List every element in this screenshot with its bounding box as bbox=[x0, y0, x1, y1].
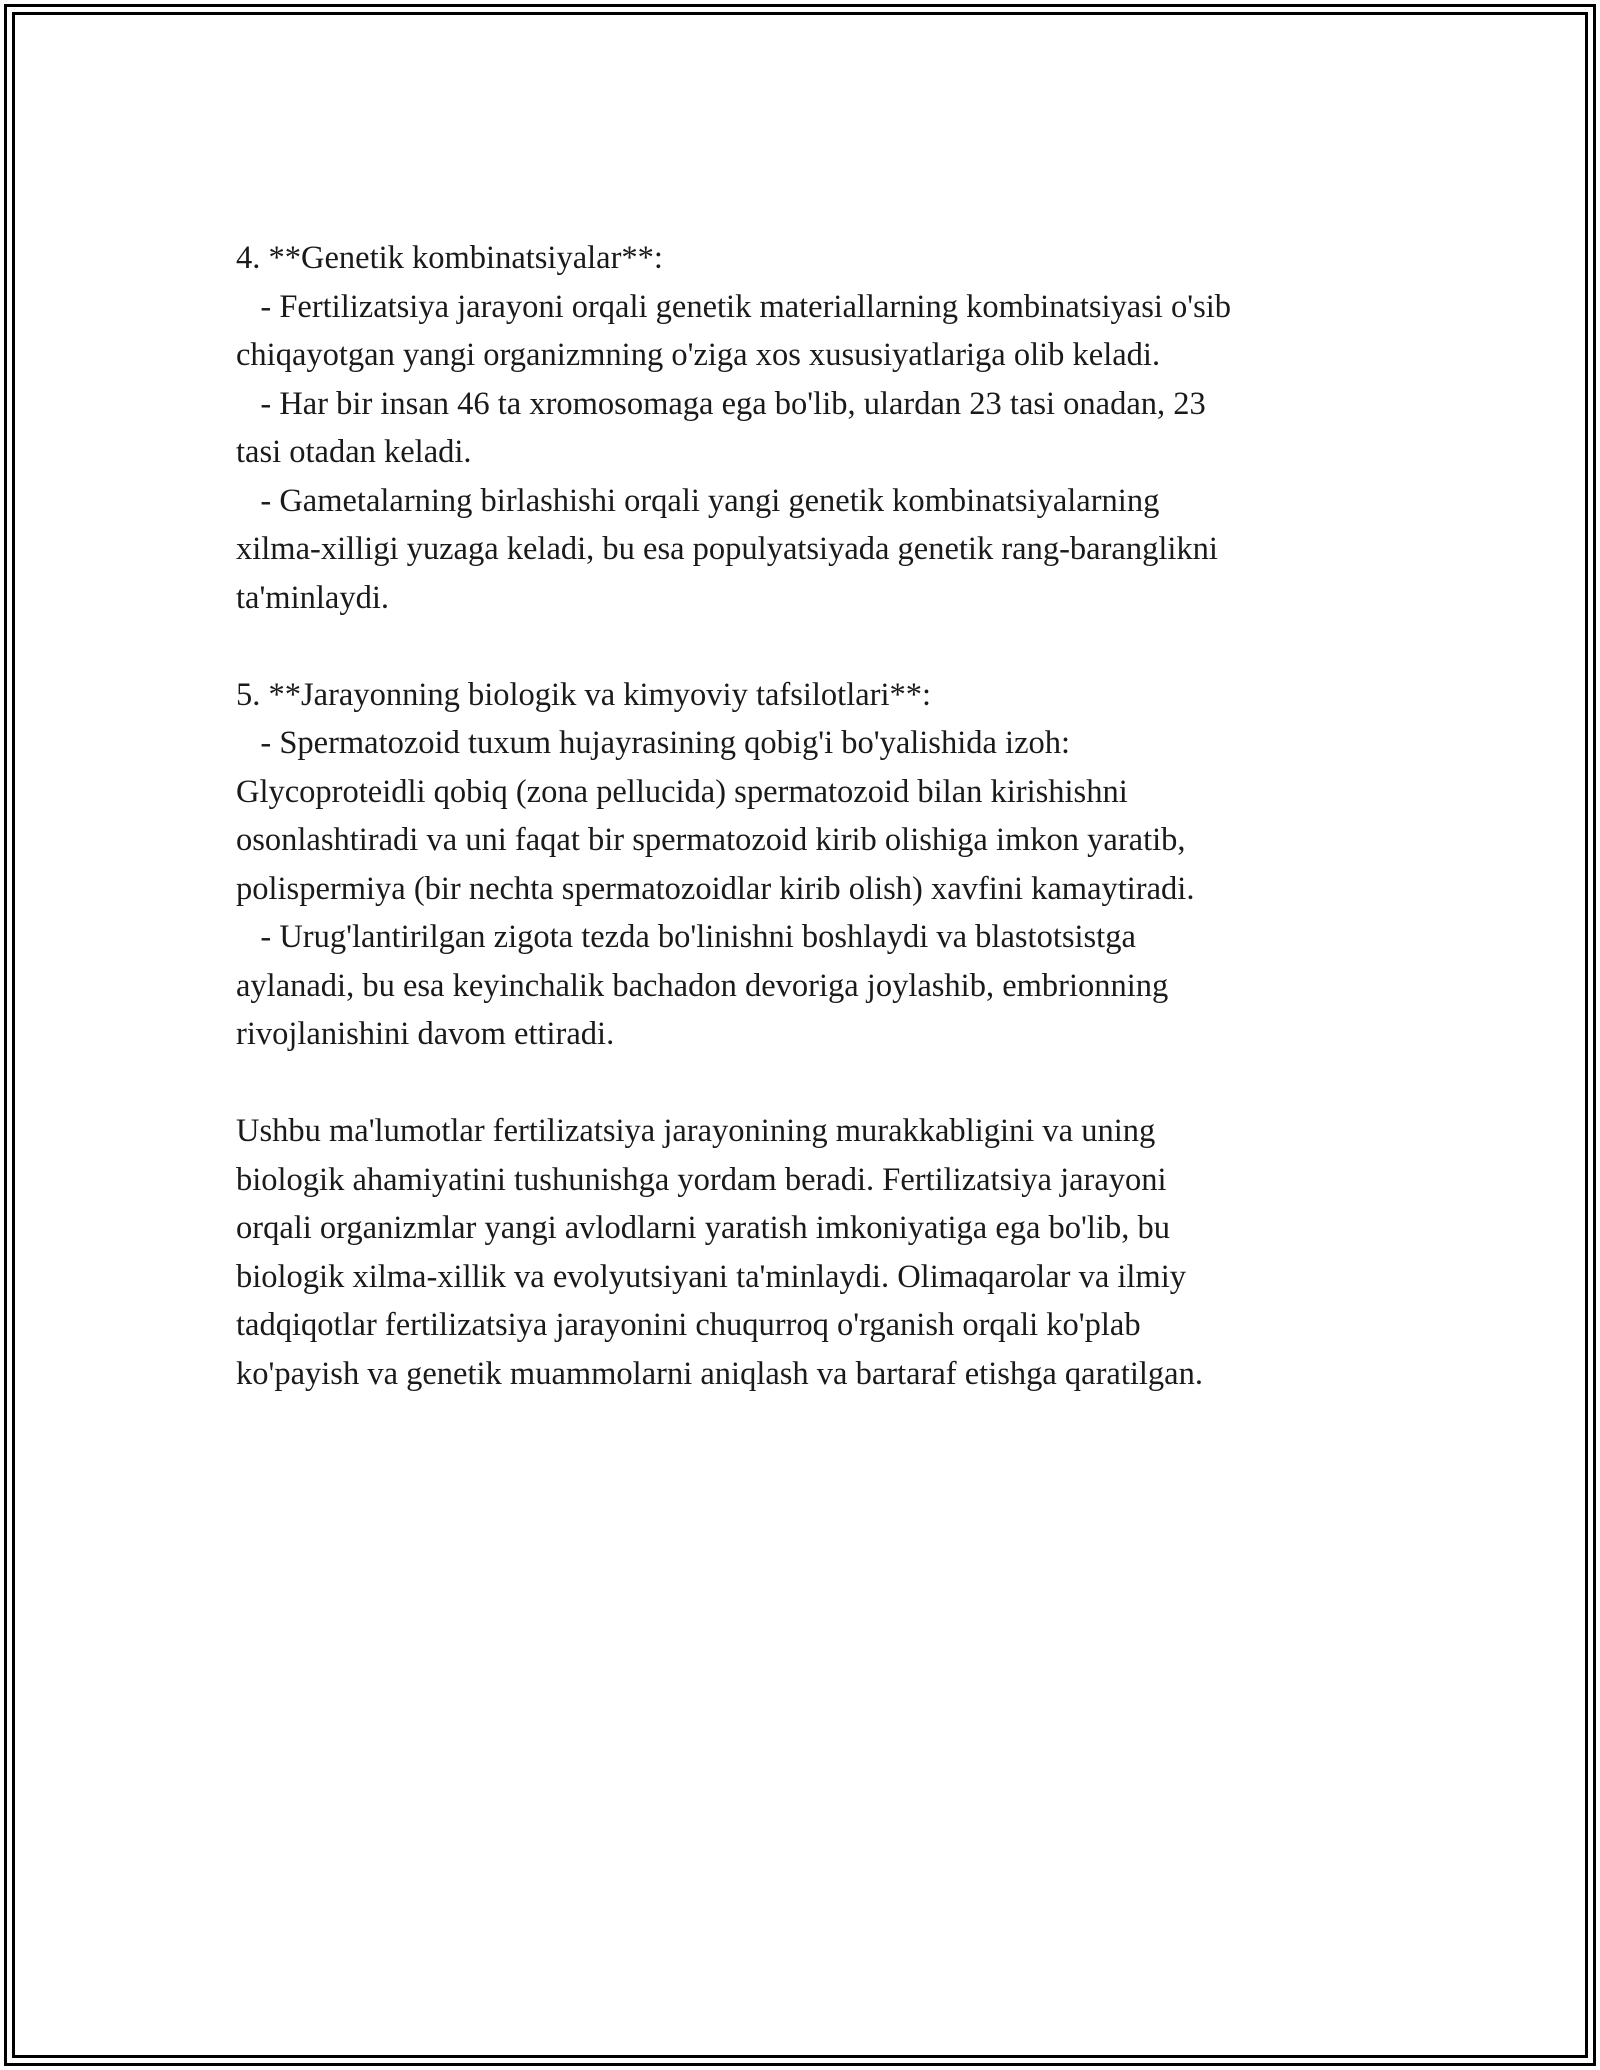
text-line: ta'minlaydi. bbox=[236, 579, 389, 616]
text-line: Glycoproteidli qobiq (zona pellucida) spermatozoid bilan kirishishni bbox=[236, 773, 1128, 810]
section-biological-details bbox=[236, 671, 1396, 1059]
section-heading: 4. **Genetik kombinatsiyalar**: bbox=[236, 240, 663, 276]
paragraph-spacer bbox=[236, 1059, 1396, 1108]
section-heading: 5. **Jarayonning biologik va kimyoviy tafsilotlari**: bbox=[236, 676, 932, 713]
text-line: tasi otadan keladi. bbox=[236, 434, 472, 470]
text-line: aylanadi, bu esa keyinchalik bachadon devoriga joylashib, embrionning bbox=[236, 967, 1169, 1004]
text-line: xilma-xilligi yuzaga keladi, bu esa populyatsiyada genetik rang-baranglikni bbox=[236, 531, 1218, 567]
text-line: biologik xilma-xillik va evolyutsiyani ta'minlaydi. Olimaqarolar va ilmiy bbox=[236, 1258, 1186, 1295]
text-line: - Har bir insan 46 ta xromosomaga ega bo'lib, ulardan 23 tasi onadan, 23 bbox=[236, 385, 1206, 422]
text-line: chiqayotgan yangi organizmning o'ziga xos xususiyatlariga olib keladi. bbox=[236, 337, 1161, 373]
text-line: polispermiya (bir nechta spermatozoidlar kirib olish) xavfini kamaytiradi. bbox=[236, 870, 1195, 907]
section-genetic-combinations bbox=[236, 234, 1396, 622]
text-line: - Gametalarning birlashishi orqali yangi genetik kombinatsiyalarning bbox=[236, 482, 1160, 519]
conclusion-paragraph bbox=[236, 1107, 1396, 1398]
text-line: biologik ahamiyatini tushunishga yordam beradi. Fertilizatsiya jarayoni bbox=[236, 1161, 1167, 1198]
text-line: tadqiqotlar fertilizatsiya jarayonini chuqurroq o'rganish orqali ko'plab bbox=[236, 1307, 1141, 1343]
text-line: Ushbu ma'lumotlar fertilizatsiya jarayonining murakkabligini va uning bbox=[236, 1113, 1156, 1149]
text-line: - Fertilizatsiya jarayoni orqali genetik materiallarning kombinatsiyasi o'sib bbox=[236, 288, 1232, 325]
text-line: ko'payish va genetik muammolarni aniqlash va bartaraf etishga qaratilgan. bbox=[236, 1355, 1203, 1392]
paragraph-spacer bbox=[236, 622, 1396, 671]
text-line: - Spermatozoid tuxum hujayrasining qobig'i bo'yalishida izoh: bbox=[236, 725, 1071, 761]
document-body bbox=[236, 234, 1396, 1398]
text-line: rivojlanishini davom ettiradi. bbox=[236, 1016, 615, 1052]
text-line: orqali organizmlar yangi avlodlarni yaratish imkoniyatiga ega bo'lib, bu bbox=[236, 1210, 1170, 1246]
text-line: osonlashtiradi va uni faqat bir spermatozoid kirib olishiga imkon yaratib, bbox=[236, 822, 1186, 858]
text-line: - Urug'lantirilgan zigota tezda bo'linishni boshlaydi va blastotsistga bbox=[236, 919, 1136, 955]
